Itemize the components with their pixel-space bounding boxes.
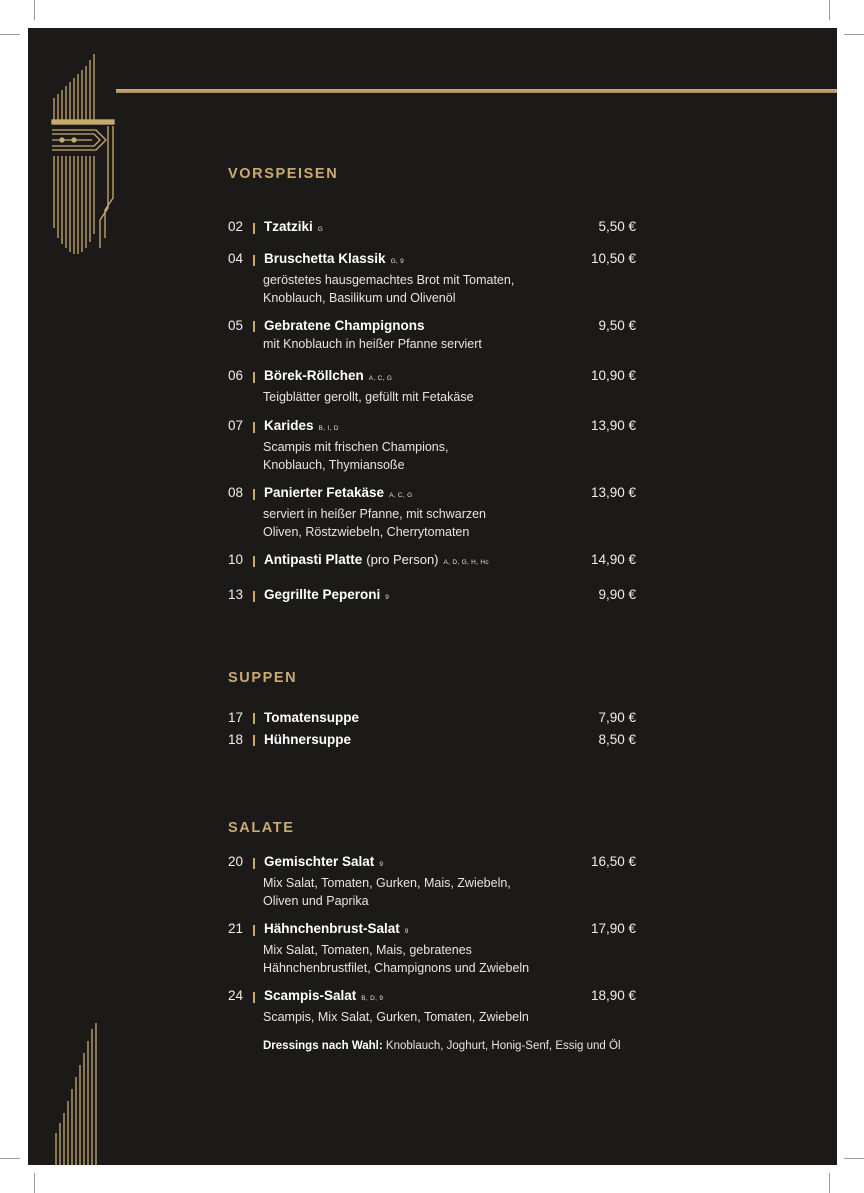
item-price: 8,50 € <box>598 732 636 747</box>
gold-bar-icon <box>253 556 255 567</box>
menu-item <box>228 731 636 749</box>
item-allergens: G, 9 <box>390 258 405 265</box>
item-allergens: 9 <box>404 928 409 935</box>
gold-bar-icon <box>253 489 255 500</box>
item-description: Knoblauch, Thymiansoße <box>263 458 405 472</box>
item-description: Hähnchenbrustfilet, Champignons und Zwiebeln <box>263 961 530 975</box>
dressings-text: Knoblauch, Joghurt, Honig-Senf, Essig und Öl <box>382 1040 621 1052</box>
item-number: 08 <box>228 485 244 500</box>
menu-item <box>228 218 636 239</box>
item-description: Scampis mit frischen Champions, <box>263 440 449 454</box>
menu-item <box>228 417 636 474</box>
item-description: Scampis, Mix Salat, Gurken, Tomaten, Zwiebeln <box>263 1010 529 1024</box>
item-number: 20 <box>228 854 244 869</box>
item-price: 13,90 € <box>590 418 636 433</box>
gold-bar-icon <box>253 735 255 746</box>
item-name: Tomatensuppe <box>264 710 360 725</box>
item-price: 7,90 € <box>598 710 636 725</box>
gold-bar-icon <box>253 223 255 234</box>
item-allergens: 9 <box>379 861 384 868</box>
item-allergens: A, C, G <box>368 375 393 382</box>
item-name: Tzatziki <box>264 219 313 234</box>
item-name: Gemischter Salat <box>264 854 375 869</box>
section-title-vorspeisen: VORSPEISEN <box>228 166 339 182</box>
gold-bar-icon <box>253 255 255 266</box>
item-allergens: A, C, G <box>389 492 413 499</box>
menu-item <box>228 853 636 910</box>
item-name: Scampis-Salat <box>264 988 357 1003</box>
item-name: Karides <box>264 418 314 433</box>
item-description: Teigblätter gerollt, gefüllt mit Fetakäse <box>263 390 474 404</box>
item-price: 5,50 € <box>598 219 636 234</box>
item-description: Oliven, Röstzwiebeln, Cherrytomaten <box>263 525 470 539</box>
item-name: Hähnchenbrust-Salat <box>264 921 400 936</box>
item-name: Börek-Röllchen <box>264 368 364 383</box>
menu-item <box>228 987 636 1026</box>
menu-item <box>228 709 636 727</box>
gold-bar-icon <box>253 591 255 602</box>
item-description: mit Knoblauch in heißer Pfanne serviert <box>263 337 482 351</box>
item-number: 17 <box>228 710 244 725</box>
gold-bar-icon <box>253 422 255 433</box>
menu-item <box>228 551 636 572</box>
item-number: 04 <box>228 251 244 266</box>
gold-bar-icon <box>253 321 255 332</box>
item-price: 14,90 € <box>590 552 636 567</box>
dressings-note <box>263 1040 621 1052</box>
item-extra: (pro Person) <box>366 552 439 567</box>
menu-item <box>228 367 636 406</box>
item-number: 13 <box>228 587 244 602</box>
menu-item <box>228 250 636 307</box>
section-title-salate: SALATE <box>228 820 295 836</box>
art-deco-ornament-icon <box>48 48 143 258</box>
item-price: 18,90 € <box>590 988 636 1003</box>
menu-page <box>28 28 837 1165</box>
item-name: Gegrillte Peperoni <box>264 587 381 602</box>
item-price: 13,90 € <box>590 485 636 500</box>
item-price: 10,50 € <box>590 251 636 266</box>
item-name: Bruschetta Klassik <box>264 251 386 266</box>
bottom-ornament-icon <box>52 1023 102 1165</box>
item-allergens: A, D, G, H, Hc <box>443 559 489 566</box>
section-title-suppen: SUPPEN <box>228 670 298 686</box>
item-number: 21 <box>228 921 244 936</box>
item-number: 06 <box>228 368 244 383</box>
item-description: serviert in heißer Pfanne, mit schwarzen <box>263 507 487 521</box>
item-number: 18 <box>228 732 244 747</box>
item-description: Knoblauch, Basilikum und Olivenöl <box>263 291 456 305</box>
item-description: Mix Salat, Tomaten, Mais, gebratenes <box>263 943 472 957</box>
gold-bar-icon <box>253 858 255 869</box>
gold-bar-icon <box>253 992 255 1003</box>
item-description: Mix Salat, Tomaten, Gurken, Mais, Zwiebeln, <box>263 876 511 890</box>
item-number: 07 <box>228 418 244 433</box>
item-name: Antipasti Platte <box>264 552 363 567</box>
item-description: Oliven und Paprika <box>263 894 369 908</box>
item-number: 05 <box>228 318 244 333</box>
item-allergens: B, I, D <box>318 425 339 432</box>
item-name: Gebratene Champignons <box>264 318 425 333</box>
item-name: Hühnersuppe <box>264 732 352 747</box>
menu-item <box>228 484 636 541</box>
item-price: 9,90 € <box>598 587 636 602</box>
item-number: 10 <box>228 552 244 567</box>
item-allergens: 9 <box>385 594 390 601</box>
gold-divider-line <box>116 89 837 93</box>
gold-bar-icon <box>253 925 255 936</box>
item-allergens: B, D, 9 <box>361 995 384 1002</box>
item-price: 9,50 € <box>598 318 636 333</box>
gold-bar-icon <box>253 713 255 724</box>
item-price: 16,50 € <box>590 854 636 869</box>
menu-item <box>228 317 636 353</box>
item-number: 02 <box>228 219 244 234</box>
item-price: 10,90 € <box>590 368 636 383</box>
dressings-label: Dressings nach Wahl: <box>263 1040 383 1052</box>
item-name: Panierter Fetakäse <box>264 485 385 500</box>
gold-bar-icon <box>253 372 255 383</box>
menu-item <box>228 586 636 607</box>
item-price: 17,90 € <box>590 921 636 936</box>
item-allergens: G <box>317 226 324 233</box>
item-description: geröstetes hausgemachtes Brot mit Tomaten, <box>263 273 515 287</box>
menu-item <box>228 920 636 977</box>
item-number: 24 <box>228 988 244 1003</box>
